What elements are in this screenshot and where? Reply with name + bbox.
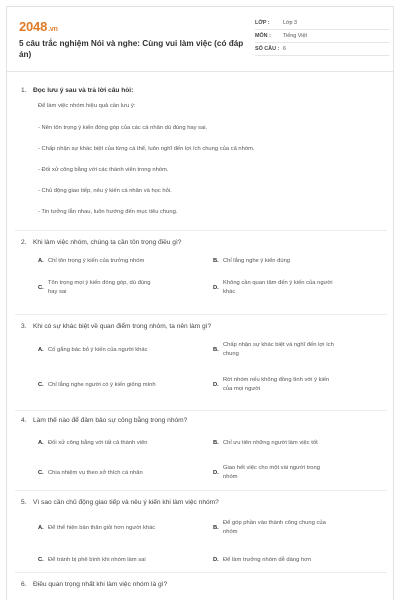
option-d[interactable] (213, 376, 329, 393)
question-text: Đọc lưu ý sau và trả lời câu hỏi: (33, 87, 134, 94)
question-header (7, 87, 393, 94)
option-c[interactable] (38, 556, 146, 565)
option-text (223, 519, 326, 536)
option-letter: B. (213, 346, 219, 353)
question-1 (7, 87, 393, 94)
option-text-line: Chấp nhận sự khác biệt và nghĩ đến lợi ích (223, 342, 334, 348)
option-letter: A. (38, 347, 44, 354)
question-separator (15, 314, 387, 315)
logo-suffix: .vn (48, 26, 58, 33)
question-text: Làm thế nào để đảm bảo sự công bằng trong nhóm? (33, 417, 188, 424)
option-text-line: chung (223, 350, 239, 357)
meta-row-grade (255, 17, 389, 30)
passage-line: - Chấp nhận sự khác biệt của từng cá thể, luôn nghĩ đến lợi ích chung của cả nhóm. (38, 146, 255, 152)
option-c[interactable] (38, 279, 150, 296)
meta-value: Tiếng Việt (283, 33, 307, 39)
question-header (7, 323, 393, 330)
option-text: Để tránh bị phê bình khi nhóm làm sai (48, 557, 146, 563)
option-text: Chỉ lắng nghe người có ý kiến giống mình (48, 382, 156, 388)
option-letter: A. (38, 258, 44, 265)
question-separator (15, 490, 387, 491)
question-5 (7, 499, 393, 506)
meta-row-subject (255, 30, 389, 43)
question-header (7, 417, 393, 424)
question-text: Khi có sự khác biệt về quan điểm trong nhóm, ta nên làm gì? (33, 323, 212, 330)
option-b[interactable] (213, 519, 326, 536)
option-d[interactable] (213, 279, 333, 296)
passage-line: - Tin tưởng lẫn nhau, luôn hướng đến mục tiêu chung. (38, 209, 178, 215)
question-number: 5. (21, 499, 27, 506)
worksheet-header (7, 7, 393, 65)
question-text: Điều quan trọng nhất khi làm việc nhóm là gì? (33, 581, 168, 588)
option-text (48, 279, 150, 296)
option-text (223, 464, 320, 481)
question-4 (7, 417, 393, 424)
option-text: Chỉ tôn trọng ý kiến của trưởng nhóm (48, 258, 145, 264)
meta-table (255, 17, 389, 56)
question-separator (15, 572, 387, 573)
option-a[interactable] (38, 346, 148, 355)
option-letter: C. (38, 557, 44, 564)
question-text: Vì sao cần chủ động giao tiếp và nêu ý kiến khi làm việc nhóm? (33, 499, 219, 506)
meta-key: LỚP : (255, 20, 270, 26)
passage-line: - Chủ động giao tiếp, nêu ý kiến cá nhân và học hỏi. (38, 188, 172, 194)
option-b[interactable] (213, 257, 290, 266)
question-3 (7, 323, 393, 330)
question-number: 3. (21, 323, 27, 330)
option-c[interactable] (38, 381, 156, 390)
option-a[interactable] (38, 524, 155, 533)
option-c[interactable] (38, 469, 143, 478)
option-letter: B. (213, 524, 219, 531)
meta-key: MÔN : (255, 33, 271, 39)
option-b[interactable] (213, 439, 318, 448)
option-text-line: của mọi người (223, 385, 261, 392)
option-text (223, 376, 329, 393)
option-a[interactable] (38, 257, 144, 266)
option-letter: C. (38, 382, 44, 389)
meta-key: SỐ CÂU : (255, 46, 280, 52)
option-text-line: Không cần quan tâm đến ý kiến của người (223, 280, 333, 286)
question-header (7, 499, 393, 506)
option-text-line: hay sai (48, 288, 67, 295)
question-separator (15, 410, 387, 411)
meta-row-count (255, 43, 389, 56)
meta-value: 6 (283, 46, 286, 52)
question-separator (15, 230, 387, 231)
option-text: Để làm trưởng nhóm dễ dàng hơn (223, 557, 312, 563)
option-letter: D. (213, 469, 219, 476)
option-letter: A. (38, 525, 44, 532)
option-letter: C. (38, 284, 44, 291)
option-letter: C. (38, 470, 44, 477)
option-text-line: Rời nhóm nếu không đồng tình với ý kiến (223, 377, 330, 383)
option-b[interactable] (213, 341, 334, 358)
option-text-line: khác (223, 288, 236, 295)
option-text-line: Tôn trọng mọi ý kiến đóng góp, dù đúng (48, 280, 151, 286)
option-text-line: Để góp phần vào thành công chung của (223, 520, 326, 526)
passage-line: - Đối xử công bằng với các thành viên trong nhóm. (38, 167, 169, 173)
option-text: Cố gắng bác bỏ ý kiến của người khác (48, 347, 148, 353)
question-header (7, 581, 393, 588)
question-text: Khi làm việc nhóm, chúng ta cần tôn trọng điều gì? (33, 239, 182, 246)
option-text: Chỉ lắng nghe ý kiến đúng (223, 258, 291, 264)
option-text (223, 279, 333, 296)
option-text: Chia nhiệm vụ theo sở thích cá nhân (48, 470, 143, 476)
passage-line: - Nên tôn trọng ý kiến đóng góp của các cá nhân dù đúng hay sai. (38, 125, 208, 131)
passage-line: Để làm việc nhóm hiệu quả cần lưu ý: (38, 103, 136, 109)
option-letter: B. (213, 440, 219, 447)
question-6 (7, 581, 393, 588)
option-text: Để thể hiện bản thân giỏi hơn người khác (48, 525, 156, 531)
option-letter: D. (213, 284, 219, 291)
worksheet-title: 5 câu trắc nghiệm Nói và nghe: Cùng vui làm việc (có đáp án) (19, 39, 244, 59)
option-a[interactable] (38, 439, 148, 448)
option-text: Đối xử công bằng với tất cả thành viên (48, 440, 148, 446)
worksheet-page (6, 6, 394, 600)
option-d[interactable] (213, 464, 320, 481)
question-number: 4. (21, 417, 27, 424)
question-2 (7, 239, 393, 246)
option-d[interactable] (213, 556, 311, 565)
site-logo[interactable] (19, 19, 58, 34)
option-text-line: nhóm (223, 528, 238, 535)
option-text-line: Giao hết việc cho một vài người trong (223, 465, 320, 471)
option-letter: A. (38, 440, 44, 447)
option-text-line: nhóm (223, 473, 238, 480)
logo-brand: 2048 (19, 19, 48, 34)
option-letter: D. (213, 557, 219, 564)
option-letter: B. (213, 258, 219, 265)
question-header (7, 239, 393, 246)
question-number: 6. (21, 581, 27, 588)
option-text: Chỉ ưu tiên những người làm việc tốt (223, 440, 318, 446)
meta-value: Lớp 3 (283, 20, 298, 26)
option-text (223, 341, 334, 358)
question-number: 1. (21, 87, 27, 94)
question-number: 2. (21, 239, 27, 246)
option-letter: D. (213, 381, 219, 388)
header-divider (7, 71, 393, 72)
